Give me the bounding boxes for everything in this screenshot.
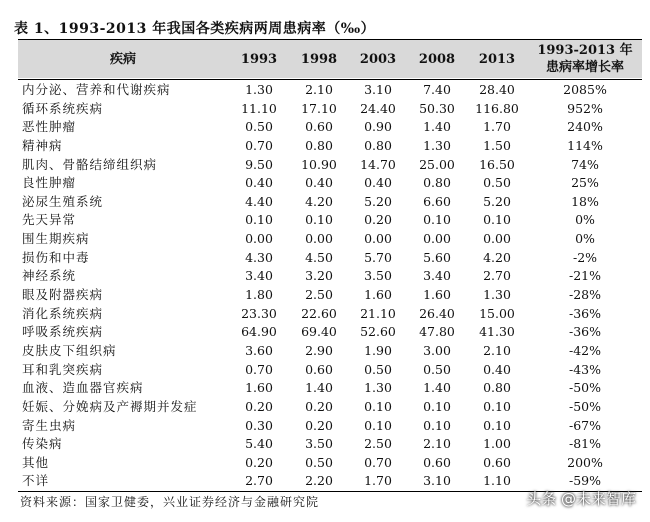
- header-2008: 2008: [418, 51, 456, 67]
- cell-2003: 14.70: [360, 156, 396, 172]
- cell-1993: 64.90: [241, 324, 277, 340]
- cell-1993: 0.70: [245, 361, 273, 377]
- cell-growth: 2085%: [563, 82, 607, 97]
- table-row: [18, 211, 642, 230]
- cell-2003: 0.40: [364, 175, 392, 191]
- table-row: [18, 193, 642, 212]
- cell-disease: 血液、造血器官疾病: [22, 380, 144, 396]
- cell-2008: 1.40: [423, 380, 451, 396]
- cell-growth: -42%: [568, 342, 601, 358]
- cell-2013: 28.40: [479, 82, 515, 97]
- cell-2008: 2.10: [423, 436, 451, 452]
- cell-2008: 47.80: [419, 324, 455, 340]
- cell-1993: 1.30: [245, 82, 273, 97]
- table-row: [18, 454, 642, 473]
- cell-disease: 妊娠、分娩病及产褥期并发症: [22, 398, 198, 414]
- cell-1993: 5.40: [245, 436, 273, 452]
- cell-2008: 25.00: [419, 156, 455, 172]
- cell-growth: -21%: [568, 268, 601, 284]
- table-row: [18, 286, 642, 305]
- cell-1993: 1.80: [245, 287, 273, 303]
- cell-1993: 23.30: [241, 305, 277, 321]
- cell-2008: 6.60: [423, 193, 451, 209]
- table-row: [18, 379, 642, 398]
- cell-2013: 116.80: [475, 100, 519, 116]
- cell-2003: 0.50: [364, 361, 392, 377]
- cell-1998: 22.60: [301, 305, 337, 321]
- cell-2003: 0.70: [364, 454, 392, 470]
- cell-2013: 0.40: [483, 361, 511, 377]
- cell-1993: 11.10: [241, 100, 277, 116]
- cell-2008: 3.00: [423, 342, 451, 358]
- cell-1993: 0.70: [245, 137, 273, 153]
- cell-disease: 呼吸系统疾病: [22, 324, 104, 340]
- cell-1998: 0.60: [305, 119, 333, 135]
- cell-1998: 69.40: [301, 324, 337, 340]
- cell-2013: 15.00: [479, 305, 515, 321]
- cell-2003: 0.90: [364, 119, 392, 135]
- header-2003: 2003: [359, 51, 397, 67]
- cell-2008: 0.00: [423, 231, 451, 247]
- cell-growth: 0%: [575, 212, 595, 228]
- cell-1993: 4.40: [245, 193, 273, 209]
- cell-disease: 精神病: [22, 137, 63, 153]
- cell-1998: 0.00: [305, 231, 333, 247]
- cell-1993: 0.20: [245, 454, 273, 470]
- cell-disease: 皮肤皮下组织病: [22, 342, 117, 358]
- cell-1993: 1.60: [245, 380, 273, 396]
- watermark: 头条 @未来智库: [526, 490, 636, 508]
- cell-disease: 不详: [22, 473, 50, 489]
- cell-growth: 952%: [567, 100, 603, 116]
- cell-growth: -81%: [568, 436, 601, 452]
- cell-2013: 0.50: [483, 175, 511, 191]
- cell-2003: 24.40: [360, 100, 396, 116]
- cell-1993: 0.40: [245, 175, 273, 191]
- table-row: [18, 81, 642, 100]
- cell-2013: 0.60: [483, 454, 511, 470]
- cell-growth: 240%: [567, 119, 603, 135]
- table-row: [18, 174, 642, 193]
- cell-2008: 3.40: [423, 268, 451, 284]
- table-row: [18, 249, 642, 268]
- cell-growth: -67%: [568, 417, 601, 433]
- source-note: 资料来源：国家卫健委，兴业证券经济与金融研究院: [20, 495, 320, 509]
- cell-growth: -59%: [568, 473, 601, 489]
- table-row: [18, 156, 642, 175]
- cell-disease: 肌肉、骨骼结缔组织病: [22, 156, 158, 172]
- cell-2008: 0.50: [423, 361, 451, 377]
- table-row: [18, 361, 642, 380]
- cell-disease: 消化系统疾病: [22, 305, 104, 321]
- cell-2003: 0.80: [364, 137, 392, 153]
- header-1993: 1993: [240, 51, 278, 67]
- cell-1998: 3.20: [305, 268, 333, 284]
- table-row: [18, 342, 642, 361]
- table-row: [18, 267, 642, 286]
- cell-growth: -2%: [572, 249, 598, 265]
- cell-disease: 恶性肿瘤: [22, 119, 77, 135]
- cell-2013: 5.20: [483, 193, 511, 209]
- cell-1998: 4.50: [305, 249, 333, 265]
- cell-2003: 0.10: [364, 417, 392, 433]
- cell-growth: 200%: [567, 454, 603, 470]
- cell-2013: 1.00: [483, 436, 511, 452]
- cell-disease: 循环系统疾病: [22, 100, 104, 116]
- cell-2013: 0.10: [483, 398, 511, 414]
- cell-1998: 0.10: [305, 212, 333, 228]
- header-growth: 1993-2013 年 患病率增长率: [537, 43, 633, 75]
- cell-2013: 2.70: [483, 268, 511, 284]
- cell-2013: 0.00: [483, 231, 511, 247]
- cell-1998: 0.20: [305, 417, 333, 433]
- cell-1998: 0.80: [305, 137, 333, 153]
- cell-disease: 泌尿生殖系统: [22, 193, 104, 209]
- cell-disease: 先天异常: [22, 212, 77, 228]
- cell-2003: 0.00: [364, 231, 392, 247]
- cell-1998: 3.50: [305, 436, 333, 452]
- cell-1998: 2.20: [305, 473, 333, 489]
- cell-2003: 5.70: [364, 249, 392, 265]
- table-header: [18, 40, 642, 78]
- cell-2008: 0.60: [423, 454, 451, 470]
- cell-1998: 2.90: [305, 342, 333, 358]
- cell-growth: 74%: [571, 156, 599, 172]
- cell-disease: 良性肿瘤: [22, 175, 77, 191]
- cell-disease: 耳和乳突疾病: [22, 361, 104, 377]
- cell-2003: 3.10: [364, 82, 392, 97]
- cell-1993: 3.60: [245, 342, 273, 358]
- table-row: [18, 305, 642, 324]
- cell-growth: 0%: [575, 231, 595, 247]
- cell-1998: 10.90: [301, 156, 337, 172]
- cell-2008: 1.40: [423, 119, 451, 135]
- cell-1998: 0.50: [305, 454, 333, 470]
- header-1998: 1998: [300, 51, 338, 67]
- cell-1993: 2.70: [245, 473, 273, 489]
- cell-growth: -43%: [568, 361, 601, 377]
- cell-2003: 2.50: [364, 436, 392, 452]
- cell-2013: 1.70: [483, 119, 511, 135]
- cell-2008: 0.10: [423, 398, 451, 414]
- cell-2013: 0.10: [483, 417, 511, 433]
- header-disease: 疾病: [109, 51, 136, 67]
- cell-1993: 0.30: [245, 417, 273, 433]
- cell-2013: 2.10: [483, 342, 511, 358]
- cell-disease: 传染病: [22, 436, 63, 452]
- cell-2003: 0.20: [364, 212, 392, 228]
- table-row: [18, 417, 642, 436]
- table-row: [18, 435, 642, 454]
- cell-2003: 21.10: [360, 305, 396, 321]
- cell-2013: 4.20: [483, 249, 511, 265]
- cell-growth: 18%: [571, 193, 599, 209]
- cell-2003: 3.50: [364, 268, 392, 284]
- cell-disease: 围生期疾病: [22, 231, 90, 247]
- cell-disease: 损伤和中毒: [22, 249, 90, 265]
- header-rule: [18, 79, 642, 80]
- cell-1998: 17.10: [301, 100, 337, 116]
- cell-2013: 0.10: [483, 212, 511, 228]
- cell-2013: 16.50: [479, 156, 515, 172]
- cell-2008: 3.10: [423, 473, 451, 489]
- table-row: [18, 323, 642, 342]
- cell-2008: 7.40: [423, 82, 451, 97]
- cell-1993: 0.10: [245, 212, 273, 228]
- cell-1993: 9.50: [245, 156, 273, 172]
- table-row: [18, 230, 642, 249]
- cell-2003: 5.20: [364, 193, 392, 209]
- cell-growth: -50%: [568, 380, 601, 396]
- cell-2003: 1.70: [364, 473, 392, 489]
- cell-2003: 1.90: [364, 342, 392, 358]
- cell-2008: 0.10: [423, 212, 451, 228]
- cell-2008: 5.60: [423, 249, 451, 265]
- cell-growth: -36%: [568, 305, 601, 321]
- cell-1993: 3.40: [245, 268, 273, 284]
- cell-disease: 寄生虫病: [22, 417, 77, 433]
- cell-2003: 1.60: [364, 287, 392, 303]
- cell-disease: 眼及附器疾病: [22, 287, 104, 303]
- cell-growth: 114%: [567, 137, 603, 153]
- table-title: 表 1、1993-2013 年我国各类疾病两周患病率（‰）: [14, 21, 376, 37]
- cell-2008: 0.10: [423, 417, 451, 433]
- cell-1993: 0.50: [245, 119, 273, 135]
- cell-1998: 0.60: [305, 361, 333, 377]
- cell-2013: 1.30: [483, 287, 511, 303]
- cell-1998: 0.40: [305, 175, 333, 191]
- cell-1998: 0.20: [305, 398, 333, 414]
- table-body: [18, 81, 642, 491]
- table-row: [18, 118, 642, 137]
- cell-1993: 0.00: [245, 231, 273, 247]
- cell-2013: 41.30: [479, 324, 515, 340]
- cell-growth: -28%: [568, 287, 601, 303]
- cell-1998: 2.10: [305, 82, 333, 97]
- cell-2008: 26.40: [419, 305, 455, 321]
- cell-1998: 2.50: [305, 287, 333, 303]
- table-row: [18, 398, 642, 417]
- cell-2013: 1.10: [483, 473, 511, 489]
- cell-2013: 0.80: [483, 380, 511, 396]
- cell-1993: 0.20: [245, 398, 273, 414]
- cell-1998: 4.20: [305, 193, 333, 209]
- cell-2013: 1.50: [483, 137, 511, 153]
- cell-2008: 1.60: [423, 287, 451, 303]
- cell-disease: 神经系统: [22, 268, 77, 284]
- cell-1998: 1.40: [305, 380, 333, 396]
- cell-growth: 25%: [571, 175, 599, 191]
- cell-2003: 52.60: [360, 324, 396, 340]
- table-row: [18, 137, 642, 156]
- cell-2003: 0.10: [364, 398, 392, 414]
- cell-disease: 其他: [22, 454, 50, 470]
- cell-2008: 1.30: [423, 137, 451, 153]
- cell-growth: -50%: [568, 398, 601, 414]
- cell-2008: 0.80: [423, 175, 451, 191]
- cell-2003: 1.30: [364, 380, 392, 396]
- cell-growth: -36%: [568, 324, 601, 340]
- table-row: [18, 100, 642, 119]
- header-2013: 2013: [478, 51, 516, 67]
- cell-disease: 内分泌、营养和代谢疾病: [22, 82, 171, 97]
- cell-1993: 4.30: [245, 249, 273, 265]
- cell-2008: 50.30: [419, 100, 455, 116]
